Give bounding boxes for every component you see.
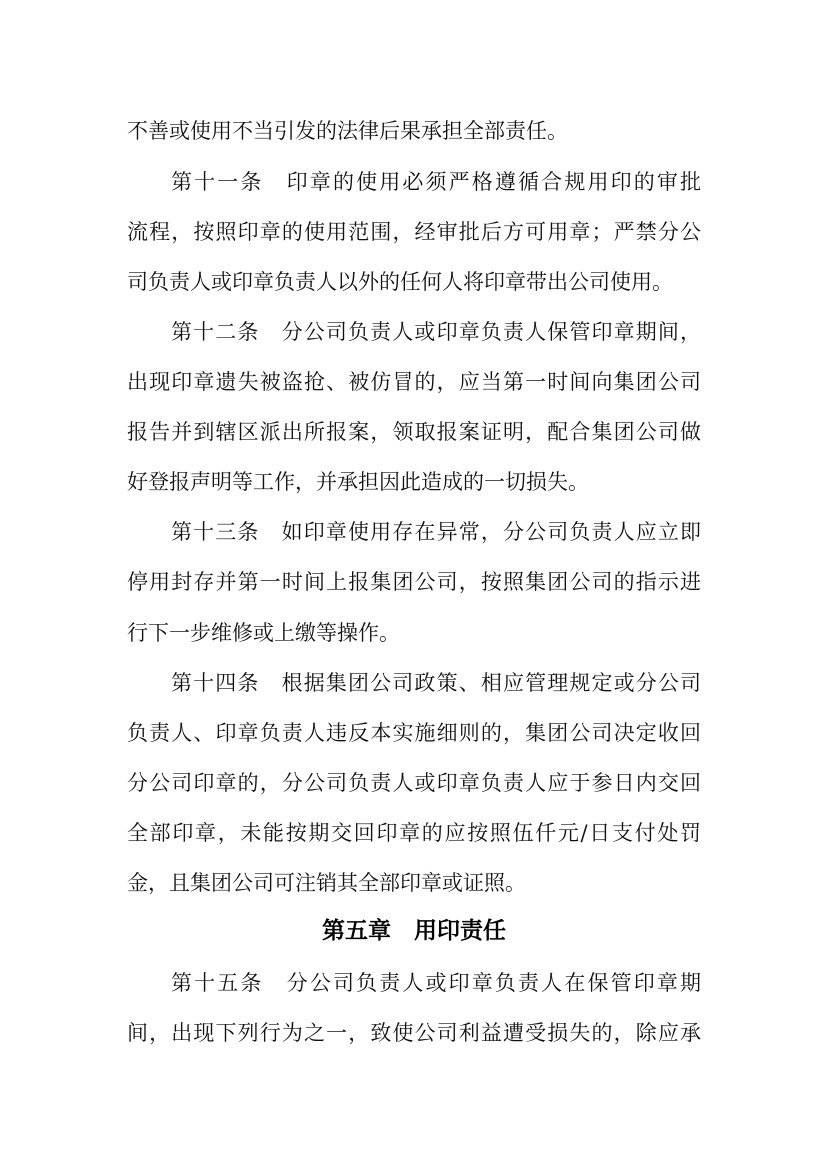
article-11-line: 第十一条 印章的使用必须严格遵循合规用印的审批 (171, 170, 701, 194)
article-14-line: 第十四条 根据集团公司政策、相应管理规定或分公司 (171, 671, 701, 695)
paragraph-line: 好登报声明等工作，并承担因此造成的一切损失。 (127, 470, 589, 494)
paragraph-line: 间，出现下列行为之一，致使公司利益遭受损失的，除应承 (127, 1021, 701, 1045)
paragraph-line: 报告并到辖区派出所报案，领取报案证明，配合集团公司做 (127, 420, 701, 444)
paragraph-line: 停用封存并第一时间上报集团公司，按照集团公司的指示进 (127, 570, 701, 594)
paragraph-line: 司负责人或印章负责人以外的任何人将印章带出公司使用。 (127, 270, 673, 294)
paragraph-line: 不善或使用不当引发的法律后果承担全部责任。 (127, 119, 568, 143)
paragraph-line: 负责人、印章负责人违反本实施细则的，集团公司决定收回 (127, 721, 701, 745)
article-13-line: 第十三条 如印章使用存在异常，分公司负责人应立即 (171, 520, 701, 544)
article-12-line: 第十二条 分公司负责人或印章负责人保管印章期间， (171, 320, 701, 344)
paragraph-line: 金，且集团公司可注销其全部印章或证照。 (127, 871, 526, 895)
paragraph-line: 行下一步维修或上缴等操作。 (127, 621, 400, 645)
paragraph-line: 出现印章遗失被盗抢、被仿冒的，应当第一时间向集团公司 (127, 370, 701, 394)
paragraph-line: 流程，按照印章的使用范围，经审批后方可用章；严禁分公 (127, 220, 701, 244)
article-15-line: 第十五条 分公司负责人或印章负责人在保管印章期 (171, 971, 701, 995)
paragraph-line: 全部印章，未能按期交回印章的应按照伍仟元/日支付处罚 (127, 821, 701, 845)
paragraph-line: 分公司印章的，分公司负责人或印章负责人应于参日内交回 (127, 771, 701, 795)
chapter-heading: 第五章 用印责任 (322, 918, 506, 944)
